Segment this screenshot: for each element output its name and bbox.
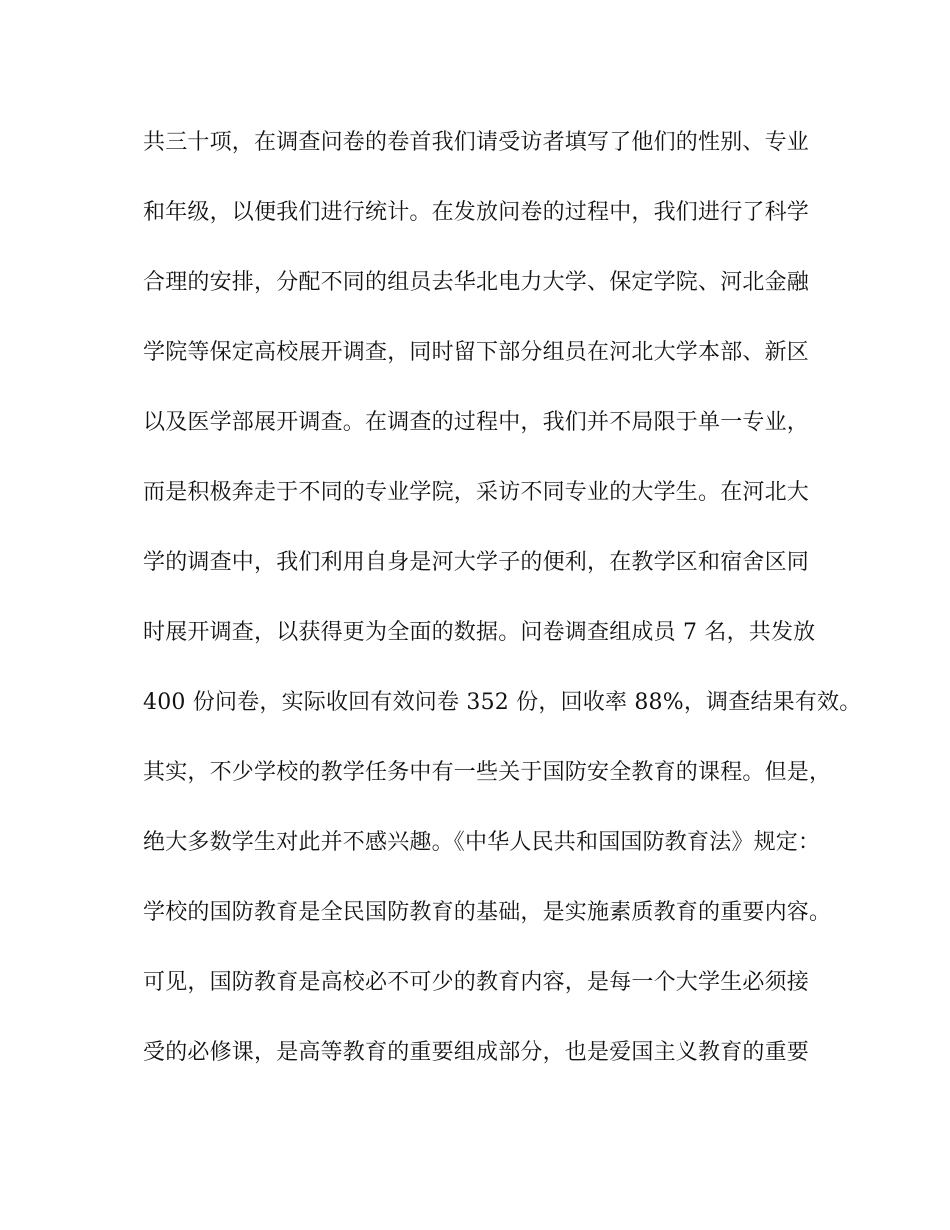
text-line: 共三十项，在调查问卷的卷首我们请受访者填写了他们的性别、专业 xyxy=(143,130,810,155)
text-line: 学院等保定高校展开调查，同时留下部分组员在河北大学本部、新区 xyxy=(143,340,810,365)
body-text xyxy=(143,128,862,1108)
text-line: 合理的安排，分配不同的组员去华北电力大学、保定学院、河北金融 xyxy=(143,270,810,295)
text-line: 而是积极奔走于不同的专业学院，采访不同专业的大学生。在河北大 xyxy=(143,480,810,505)
text-line: 和年级，以便我们进行统计。在发放问卷的过程中，我们进行了科学 xyxy=(143,200,810,225)
text-line: 时展开调查，以获得更为全面的数据。问卷调查组成员 7 名，共发放 xyxy=(143,620,816,645)
text-line: 学的调查中，我们利用自身是河大学子的便利，在教学区和宿舍区同 xyxy=(143,550,810,575)
text-line: 学校的国防教育是全民国防教育的基础，是实施素质教育的重要内容。 xyxy=(143,900,832,925)
text-line: 其实，不少学校的教学任务中有一些关于国防安全教育的课程。但是， xyxy=(143,760,832,785)
text-line: 受的必修课，是高等教育的重要组成部分，也是爱国主义教育的重要 xyxy=(143,1040,810,1065)
text-line: 绝大多数学生对此并不感兴趣。《中华人民共和国国防教育法》规定： xyxy=(143,830,821,855)
text-line: 400 份问卷，实际收回有效问卷 352 份，回收率 88%，调查结果有效。 xyxy=(143,690,862,715)
text-line: 以及医学部展开调查。在调查的过程中，我们并不局限于单一专业， xyxy=(143,410,810,435)
text-line: 可见，国防教育是高校必不可少的教育内容，是每一个大学生必须接 xyxy=(143,970,810,995)
